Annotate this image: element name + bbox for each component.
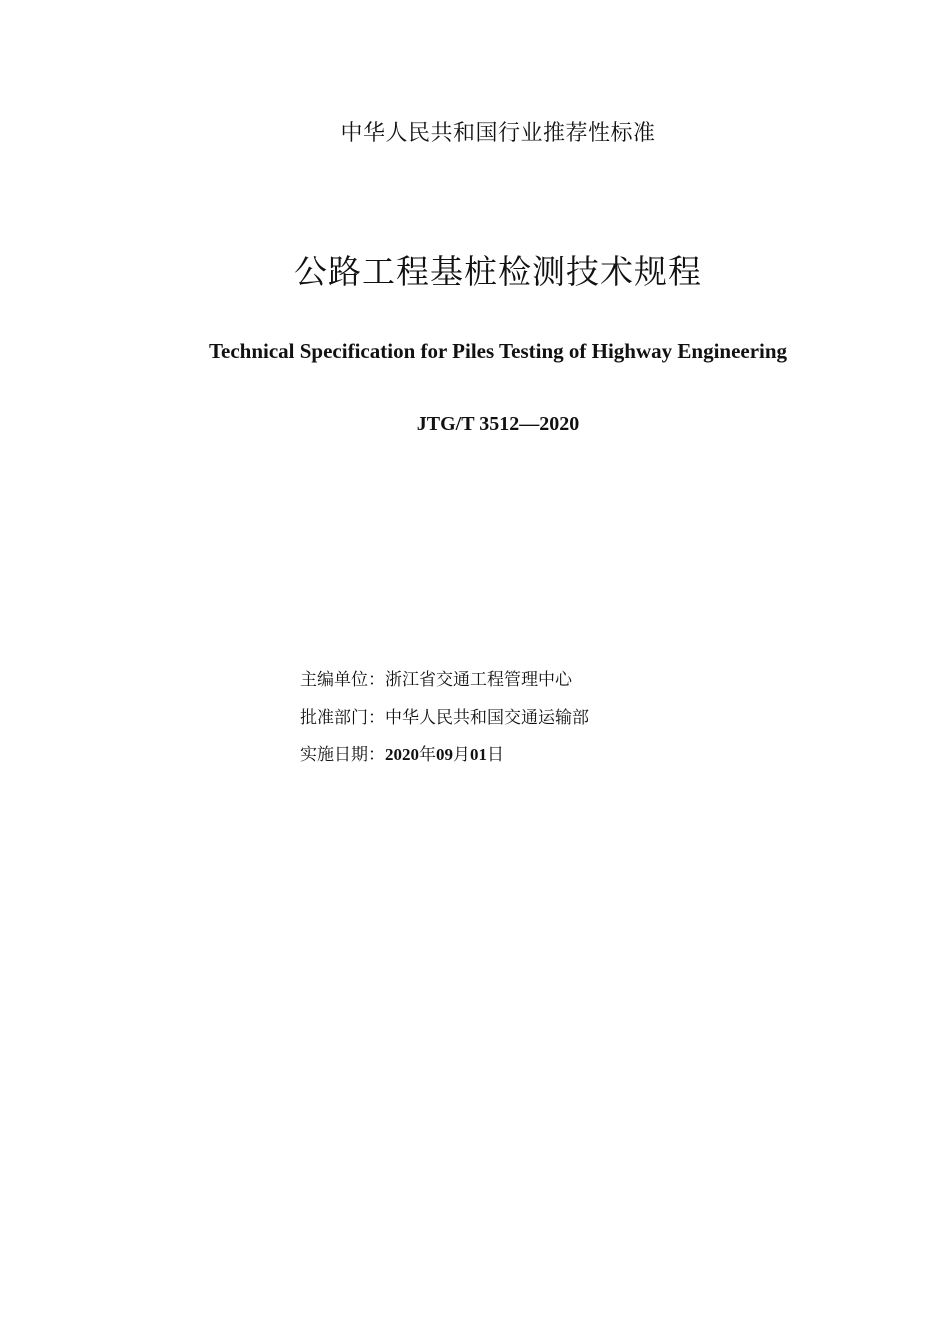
editor-row bbox=[300, 665, 572, 690]
editor-value: 浙江省交通工程管理中心 bbox=[385, 670, 572, 690]
effective-date-year-unit: 年 bbox=[419, 745, 436, 765]
editor-label: 主编单位： bbox=[300, 670, 385, 690]
effective-date-row bbox=[300, 740, 504, 765]
effective-date-label: 实施日期： bbox=[300, 745, 385, 765]
effective-date-month-unit: 月 bbox=[453, 745, 470, 765]
approver-row bbox=[300, 703, 589, 728]
effective-date-month: 09 bbox=[436, 745, 453, 764]
approver-value: 中华人民共和国交通运输部 bbox=[385, 708, 589, 728]
standard-code: JTG/T 3512—2020 bbox=[416, 413, 580, 435]
standard-category: 中华人民共和国行业推荐性标准 bbox=[340, 121, 656, 146]
effective-date-day-unit: 日 bbox=[487, 745, 504, 765]
effective-date-day: 01 bbox=[470, 745, 487, 764]
document-title-chinese: 公路工程基桩检测技术规程 bbox=[294, 252, 702, 291]
approver-label: 批准部门： bbox=[300, 708, 385, 728]
document-title-english: Technical Specification for Piles Testing of Highway Engineering bbox=[208, 339, 788, 363]
effective-date-year: 2020 bbox=[385, 745, 419, 764]
